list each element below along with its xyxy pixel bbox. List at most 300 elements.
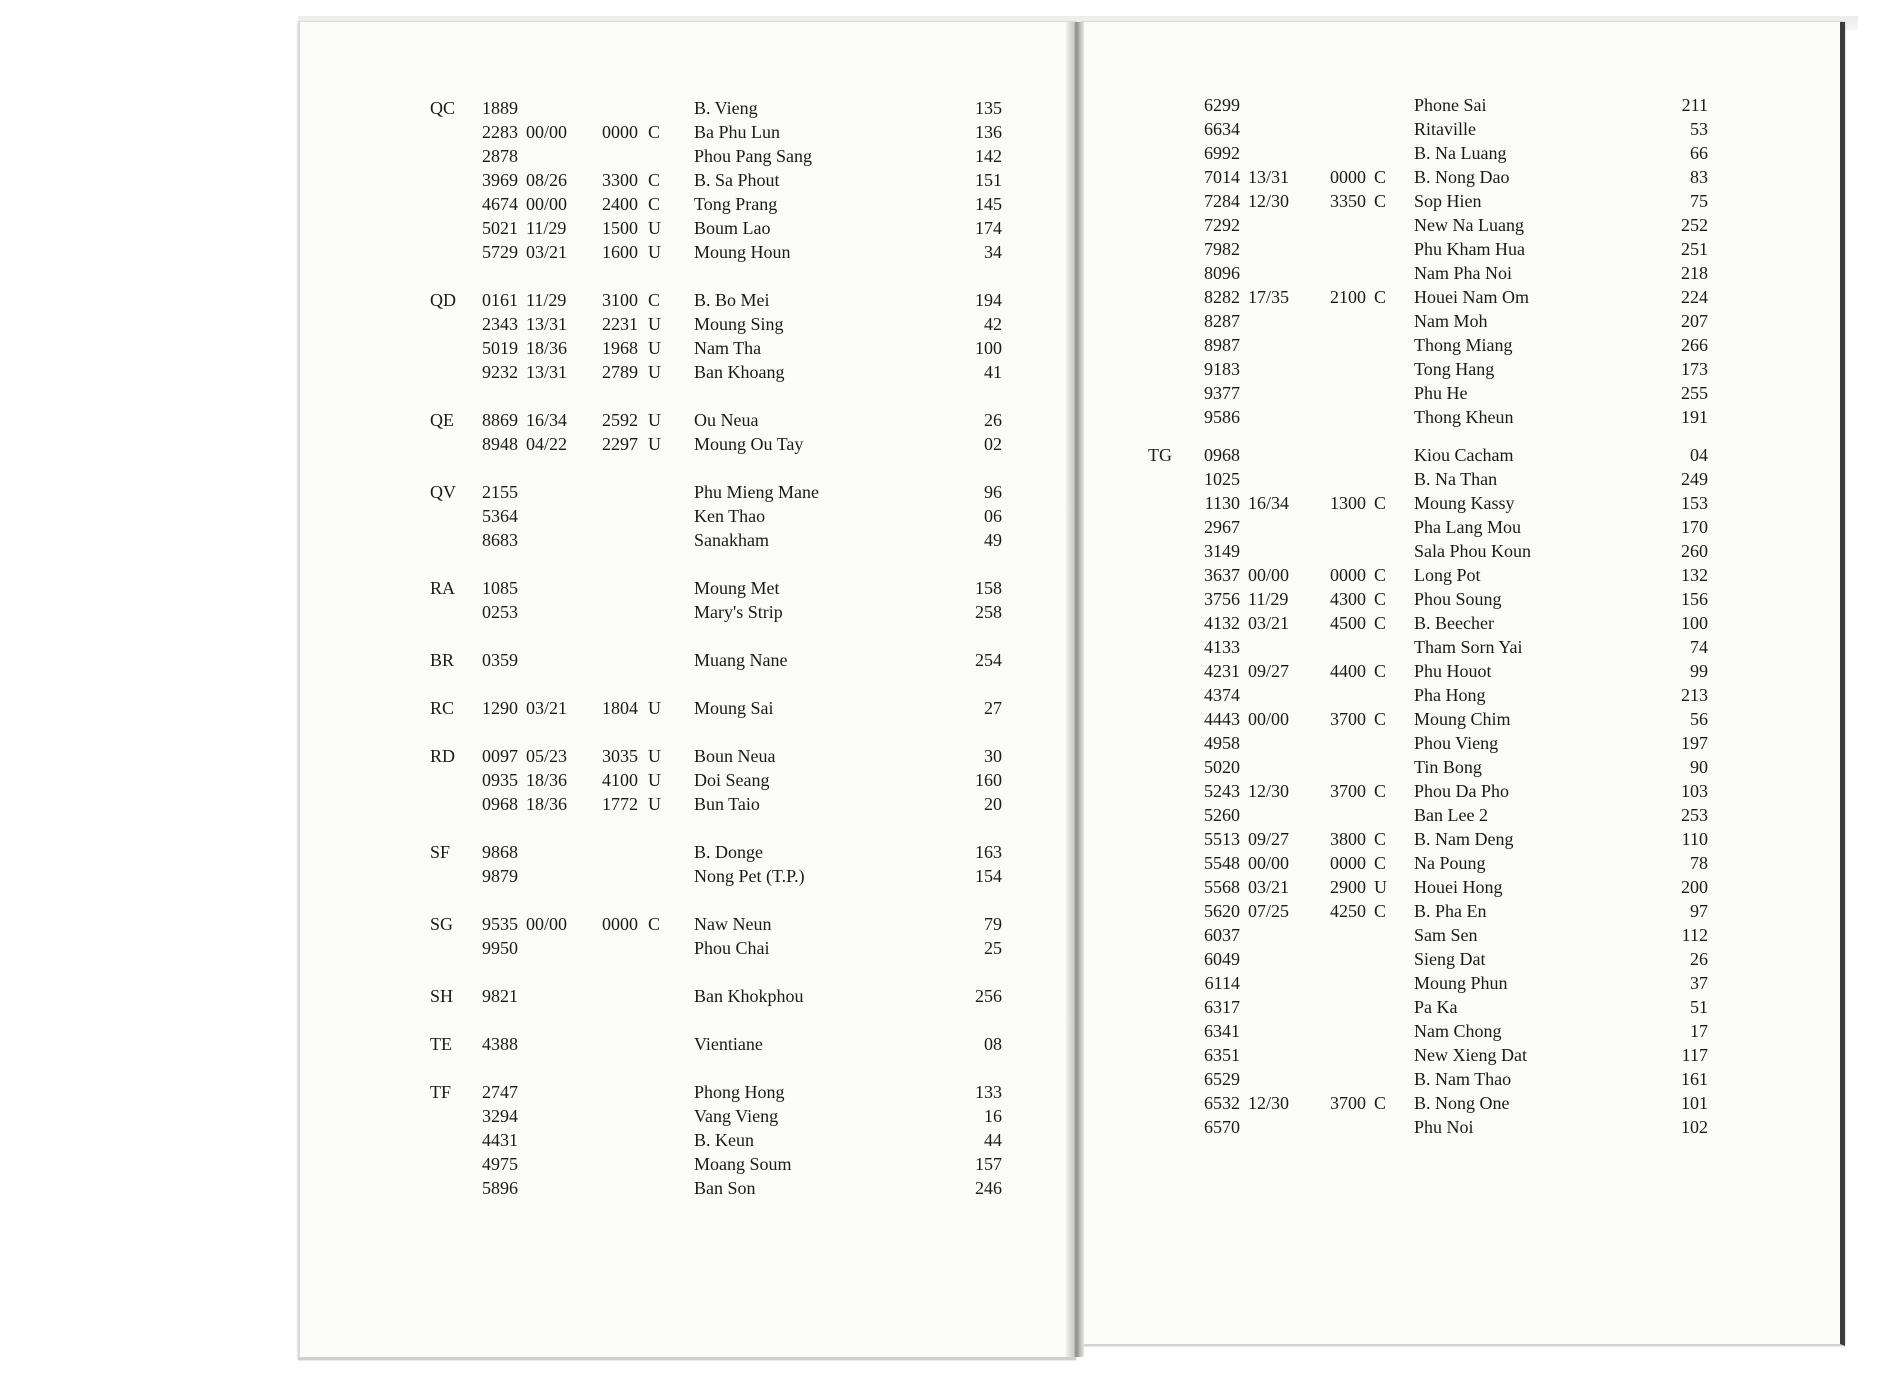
row-page-number: 142 — [975, 146, 1002, 166]
row-flag: U — [648, 410, 661, 430]
row-page-number: 25 — [984, 938, 1002, 958]
row-page-number: 26 — [984, 410, 1002, 430]
row-place-name: Sop Hien — [1414, 191, 1482, 211]
row-flag: C — [1374, 287, 1387, 307]
row-place-name: Muang Nane — [694, 650, 788, 670]
row-date: 18/36 — [526, 794, 568, 814]
row-number: 5548 — [1204, 853, 1240, 873]
row-number: 6037 — [1204, 925, 1240, 945]
table-row — [1148, 382, 1728, 404]
row-altitude: 3700 — [1330, 781, 1366, 801]
row-number: 7284 — [1204, 191, 1240, 211]
row-number: 1889 — [482, 98, 518, 118]
row-number: 4958 — [1204, 733, 1240, 753]
row-number: 9535 — [482, 914, 518, 934]
table-row — [430, 913, 1010, 935]
row-code: TG — [1148, 445, 1172, 465]
row-altitude: 4400 — [1330, 661, 1366, 681]
row-place-name: Ken Thao — [694, 506, 766, 526]
row-place-name: Na Poung — [1414, 853, 1486, 873]
row-place-name: Phu He — [1414, 383, 1468, 403]
row-date: 04/22 — [526, 434, 568, 454]
row-page-number: 133 — [975, 1082, 1002, 1102]
row-place-name: B. Na Than — [1414, 469, 1498, 489]
row-place-name: B. Donge — [694, 842, 763, 862]
row-code: QD — [430, 290, 456, 310]
row-number: 6529 — [1204, 1069, 1240, 1089]
row-page-number: 78 — [1690, 853, 1708, 873]
row-number: 2747 — [482, 1082, 518, 1102]
table-row — [430, 1129, 1010, 1151]
row-place-name: B. Nong One — [1414, 1093, 1510, 1113]
table-row — [430, 985, 1010, 1007]
row-page-number: 96 — [984, 482, 1002, 502]
row-place-name: B. Nam Thao — [1414, 1069, 1512, 1089]
row-page-number: 191 — [1681, 407, 1708, 427]
table-row — [430, 145, 1010, 167]
row-place-name: Kiou Cacham — [1414, 445, 1514, 465]
row-page-number: 145 — [975, 194, 1002, 214]
row-code: SG — [430, 914, 454, 934]
table-row — [1148, 684, 1728, 706]
row-place-name: Ritaville — [1414, 119, 1476, 139]
row-altitude: 0000 — [1330, 853, 1366, 873]
table-row — [430, 649, 1010, 671]
row-altitude: 2400 — [602, 194, 638, 214]
row-place-name: Phu Houot — [1414, 661, 1492, 681]
row-page-number: 53 — [1690, 119, 1708, 139]
row-page-number: 158 — [975, 578, 1002, 598]
row-date: 00/00 — [1248, 709, 1290, 729]
row-flag: C — [648, 194, 661, 214]
row-page-number: 103 — [1681, 781, 1708, 801]
row-page-number: 34 — [984, 242, 1002, 262]
row-altitude: 3100 — [602, 290, 638, 310]
table-row — [430, 97, 1010, 119]
table-row — [1148, 190, 1728, 212]
row-place-name: Ban Khokphou — [694, 986, 804, 1006]
row-page-number: 163 — [975, 842, 1002, 862]
row-flag: U — [648, 434, 661, 454]
row-number: 8287 — [1204, 311, 1240, 331]
row-date: 18/36 — [526, 338, 568, 358]
table-row — [1148, 1044, 1728, 1066]
row-number: 6114 — [1204, 973, 1240, 993]
table-row — [430, 601, 1010, 623]
row-place-name: Tong Hang — [1414, 359, 1495, 379]
table-row — [1148, 1092, 1728, 1114]
table-row — [430, 1177, 1010, 1199]
row-altitude: 0000 — [602, 914, 638, 934]
row-page-number: 97 — [1690, 901, 1708, 921]
row-date: 11/29 — [526, 290, 567, 310]
row-number: 2967 — [1204, 517, 1240, 537]
row-date: 12/30 — [1248, 191, 1290, 211]
row-page-number: 17 — [1690, 1021, 1708, 1041]
row-place-name: Phu Mieng Mane — [694, 482, 819, 502]
table-row — [1148, 94, 1728, 116]
row-page-number: 157 — [975, 1154, 1002, 1174]
table-row — [430, 481, 1010, 503]
row-flag: U — [1374, 877, 1387, 897]
row-flag: C — [1374, 709, 1387, 729]
row-date: 00/00 — [1248, 853, 1290, 873]
row-number: 2155 — [482, 482, 518, 502]
table-row — [1148, 444, 1728, 466]
table-row — [1148, 948, 1728, 970]
table-row — [1148, 1020, 1728, 1042]
row-date: 13/31 — [1248, 167, 1290, 187]
row-number: 0359 — [482, 650, 518, 670]
row-altitude: 3300 — [602, 170, 638, 190]
row-page-number: 136 — [975, 122, 1002, 142]
table-row — [1148, 142, 1728, 164]
row-altitude: 2231 — [602, 314, 638, 334]
row-number: 8948 — [482, 434, 518, 454]
row-date: 16/34 — [1248, 493, 1290, 513]
row-page-number: 174 — [975, 218, 1002, 238]
row-number: 6317 — [1204, 997, 1240, 1017]
row-place-name: Phou Soung — [1414, 589, 1502, 609]
table-row — [430, 769, 1010, 791]
row-date: 13/31 — [526, 362, 568, 382]
row-flag: C — [1374, 589, 1387, 609]
row-page-number: 151 — [975, 170, 1002, 190]
row-page-number: 253 — [1681, 805, 1708, 825]
row-number: 9377 — [1204, 383, 1240, 403]
row-number: 2878 — [482, 146, 518, 166]
row-number: 4231 — [1204, 661, 1240, 681]
row-place-name: B. Na Luang — [1414, 143, 1507, 163]
row-page-number: 258 — [975, 602, 1002, 622]
row-number: 4431 — [482, 1130, 518, 1150]
row-page-number: 44 — [984, 1130, 1002, 1150]
row-date: 03/21 — [526, 698, 568, 718]
row-flag: C — [648, 290, 661, 310]
row-place-name: Sanakham — [694, 530, 769, 550]
row-date: 13/31 — [526, 314, 568, 334]
table-row — [1148, 732, 1728, 754]
row-altitude: 4100 — [602, 770, 638, 790]
row-code: SF — [430, 842, 451, 862]
row-number: 7014 — [1204, 167, 1240, 187]
row-number: 0097 — [482, 746, 518, 766]
row-number: 9821 — [482, 986, 518, 1006]
row-page-number: 251 — [1681, 239, 1708, 259]
row-place-name: Nam Tha — [694, 338, 762, 358]
row-flag: U — [648, 362, 661, 382]
row-page-number: 173 — [1681, 359, 1708, 379]
row-page-number: 66 — [1690, 143, 1708, 163]
row-number: 3294 — [482, 1106, 518, 1126]
row-page-number: 100 — [1681, 613, 1708, 633]
row-place-name: Moung Met — [694, 578, 780, 598]
row-date: 18/36 — [526, 770, 568, 790]
table-row — [1148, 492, 1728, 514]
row-place-name: Ban Lee 2 — [1414, 805, 1488, 825]
row-page-number: 132 — [1681, 565, 1708, 585]
row-page-number: 255 — [1681, 383, 1708, 403]
row-flag: C — [1374, 493, 1387, 513]
row-place-name: Moung Sing — [694, 314, 784, 334]
table-row — [1148, 636, 1728, 658]
row-number: 8096 — [1204, 263, 1240, 283]
row-page-number: 211 — [1681, 95, 1708, 115]
row-place-name: Vientiane — [694, 1034, 763, 1054]
table-row — [430, 1105, 1010, 1127]
row-flag: C — [648, 122, 661, 142]
row-altitude: 3700 — [1330, 709, 1366, 729]
row-page-number: 42 — [984, 314, 1002, 334]
row-place-name: Mary's Strip — [694, 602, 783, 622]
row-page-number: 101 — [1681, 1093, 1708, 1113]
row-date: 00/00 — [526, 914, 568, 934]
row-place-name: Phong Hong — [694, 1082, 785, 1102]
row-altitude: 4250 — [1330, 901, 1366, 921]
row-number: 5620 — [1204, 901, 1240, 921]
row-place-name: Ba Phu Lun — [694, 122, 781, 142]
table-row — [1148, 852, 1728, 874]
row-place-name: B. Keun — [694, 1130, 754, 1150]
row-flag: U — [648, 794, 661, 814]
row-page-number: 30 — [984, 746, 1002, 766]
row-flag: U — [648, 314, 661, 334]
row-number: 9586 — [1204, 407, 1240, 427]
row-place-name: Moung Ou Tay — [694, 434, 804, 454]
table-row — [1148, 876, 1728, 898]
row-page-number: 08 — [984, 1034, 1002, 1054]
row-code: RA — [430, 578, 456, 598]
row-date: 12/30 — [1248, 1093, 1290, 1113]
book-gutter — [1066, 22, 1084, 1357]
table-row — [430, 697, 1010, 719]
table-row — [1148, 900, 1728, 922]
row-number: 5243 — [1204, 781, 1240, 801]
row-date: 16/34 — [526, 410, 568, 430]
row-flag: C — [648, 914, 661, 934]
row-altitude: 1600 — [602, 242, 638, 262]
table-row — [1148, 214, 1728, 236]
row-altitude: 0000 — [1330, 167, 1366, 187]
row-altitude: 1968 — [602, 338, 638, 358]
row-place-name: Pha Lang Mou — [1414, 517, 1521, 537]
row-page-number: 06 — [984, 506, 1002, 526]
row-page-number: 04 — [1690, 445, 1708, 465]
row-number: 1290 — [482, 698, 518, 718]
row-place-name: Boun Neua — [694, 746, 776, 766]
row-number: 0968 — [1204, 445, 1240, 465]
row-number: 4388 — [482, 1034, 518, 1054]
row-altitude: 4300 — [1330, 589, 1366, 609]
table-row — [1148, 310, 1728, 332]
row-number: 6299 — [1204, 95, 1240, 115]
row-flag: U — [648, 746, 661, 766]
row-place-name: Phou Pang Sang — [694, 146, 813, 166]
row-place-name: Nam Moh — [1414, 311, 1488, 331]
row-flag: U — [648, 242, 661, 262]
table-row — [1148, 828, 1728, 850]
row-page-number: 75 — [1690, 191, 1708, 211]
row-number: 4133 — [1204, 637, 1240, 657]
row-page-number: 194 — [975, 290, 1002, 310]
row-page-number: 49 — [984, 530, 1002, 550]
row-number: 3756 — [1204, 589, 1240, 609]
row-place-name: Vang Vieng — [694, 1106, 779, 1126]
table-row — [1148, 468, 1728, 490]
row-date: 00/00 — [1248, 565, 1290, 585]
row-place-name: Phou Vieng — [1414, 733, 1499, 753]
row-flag: U — [648, 218, 661, 238]
table-row — [1148, 238, 1728, 260]
row-page-number: 51 — [1690, 997, 1708, 1017]
row-number: 9950 — [482, 938, 518, 958]
row-place-name: Phone Sai — [1414, 95, 1487, 115]
row-place-name: Moung Chim — [1414, 709, 1511, 729]
row-page-number: 207 — [1681, 311, 1708, 331]
row-place-name: Boum Lao — [694, 218, 771, 238]
table-row — [1148, 406, 1728, 428]
row-page-number: 224 — [1681, 287, 1708, 307]
row-page-number: 74 — [1690, 637, 1708, 657]
row-page-number: 56 — [1690, 709, 1708, 729]
row-flag: U — [648, 698, 661, 718]
row-number: 9879 — [482, 866, 518, 886]
row-number: 5896 — [482, 1178, 518, 1198]
table-row — [1148, 540, 1728, 562]
table-row — [430, 841, 1010, 863]
row-number: 5568 — [1204, 877, 1240, 897]
row-place-name: Ou Neua — [694, 410, 759, 430]
row-place-name: Long Pot — [1414, 565, 1481, 585]
table-row — [430, 313, 1010, 335]
row-number: 4674 — [482, 194, 518, 214]
row-altitude: 2900 — [1330, 877, 1366, 897]
row-number: 7292 — [1204, 215, 1240, 235]
row-altitude: 0000 — [1330, 565, 1366, 585]
row-flag: C — [1374, 781, 1387, 801]
table-row — [430, 865, 1010, 887]
row-page-number: 256 — [975, 986, 1002, 1006]
row-date: 09/27 — [1248, 829, 1290, 849]
table-row — [430, 937, 1010, 959]
row-page-number: 218 — [1681, 263, 1708, 283]
row-place-name: Houei Hong — [1414, 877, 1503, 897]
row-place-name: Moung Phun — [1414, 973, 1508, 993]
row-place-name: Naw Neun — [694, 914, 772, 934]
row-place-name: Nong Pet (T.P.) — [694, 866, 805, 886]
row-place-name: B. Nam Deng — [1414, 829, 1514, 849]
row-place-name: Thong Kheun — [1414, 407, 1514, 427]
table-row — [430, 529, 1010, 551]
table-row — [430, 193, 1010, 215]
row-number: 6634 — [1204, 119, 1240, 139]
row-page-number: 26 — [1690, 949, 1708, 969]
row-number: 5364 — [482, 506, 518, 526]
row-code: QC — [430, 98, 456, 118]
row-page-number: 254 — [975, 650, 1002, 670]
row-code: QV — [430, 482, 456, 502]
table-row — [1148, 1068, 1728, 1090]
row-code: TE — [430, 1034, 452, 1054]
row-place-name: B. Vieng — [694, 98, 758, 118]
row-number: 3637 — [1204, 565, 1240, 585]
row-place-name: New Na Luang — [1414, 215, 1524, 235]
row-flag: C — [1374, 901, 1387, 921]
row-place-name: Tham Sorn Yai — [1414, 637, 1523, 657]
row-number: 4975 — [482, 1154, 518, 1174]
row-place-name: Phou Da Pho — [1414, 781, 1510, 801]
row-date: 08/26 — [526, 170, 568, 190]
row-number: 8282 — [1204, 287, 1240, 307]
row-page-number: 90 — [1690, 757, 1708, 777]
row-place-name: B. Bo Mei — [694, 290, 770, 310]
row-number: 5729 — [482, 242, 518, 262]
row-page-number: 213 — [1681, 685, 1708, 705]
row-number: 6570 — [1204, 1117, 1240, 1137]
row-number: 7982 — [1204, 239, 1240, 259]
row-altitude: 1772 — [602, 794, 638, 814]
table-row — [430, 433, 1010, 455]
row-page-number: 161 — [1681, 1069, 1708, 1089]
row-altitude: 3800 — [1330, 829, 1366, 849]
table-row — [1148, 516, 1728, 538]
row-date: 03/21 — [1248, 877, 1290, 897]
row-number: 5019 — [482, 338, 518, 358]
row-page-number: 41 — [984, 362, 1002, 382]
row-date: 03/21 — [526, 242, 568, 262]
table-row — [430, 1033, 1010, 1055]
row-number: 4443 — [1204, 709, 1240, 729]
table-row — [430, 361, 1010, 383]
table-row — [1148, 804, 1728, 826]
row-number: 5021 — [482, 218, 518, 238]
row-place-name: Pa Ka — [1414, 997, 1458, 1017]
table-row — [1148, 118, 1728, 140]
row-altitude: 1300 — [1330, 493, 1366, 513]
row-place-name: Sala Phou Koun — [1414, 541, 1531, 561]
row-code: TF — [430, 1082, 452, 1102]
row-place-name: Nam Pha Noi — [1414, 263, 1512, 283]
row-number: 0161 — [482, 290, 518, 310]
row-page-number: 170 — [1681, 517, 1708, 537]
table-row — [430, 793, 1010, 815]
table-row — [430, 289, 1010, 311]
row-flag: C — [1374, 853, 1387, 873]
table-row — [430, 409, 1010, 431]
row-place-name: Ban Khoang — [694, 362, 785, 382]
row-page-number: 135 — [975, 98, 1002, 118]
row-number: 6992 — [1204, 143, 1240, 163]
row-place-name: Sam Sen — [1414, 925, 1478, 945]
row-number: 1130 — [1204, 493, 1240, 513]
row-number: 6351 — [1204, 1045, 1240, 1065]
table-row — [1148, 1116, 1728, 1138]
row-altitude: 1500 — [602, 218, 638, 238]
row-page-number: 266 — [1681, 335, 1708, 355]
row-altitude: 2592 — [602, 410, 638, 430]
row-page-number: 117 — [1681, 1045, 1708, 1065]
row-date: 11/29 — [1248, 589, 1289, 609]
row-place-name: Phou Chai — [694, 938, 770, 958]
row-code: RC — [430, 698, 455, 718]
table-row — [1148, 756, 1728, 778]
row-number: 0935 — [482, 770, 518, 790]
row-place-name: Bun Taio — [694, 794, 760, 814]
row-page-number: 252 — [1681, 215, 1708, 235]
row-date: 00/00 — [526, 194, 568, 214]
row-place-name: Doi Seang — [694, 770, 770, 790]
row-number: 9183 — [1204, 359, 1240, 379]
